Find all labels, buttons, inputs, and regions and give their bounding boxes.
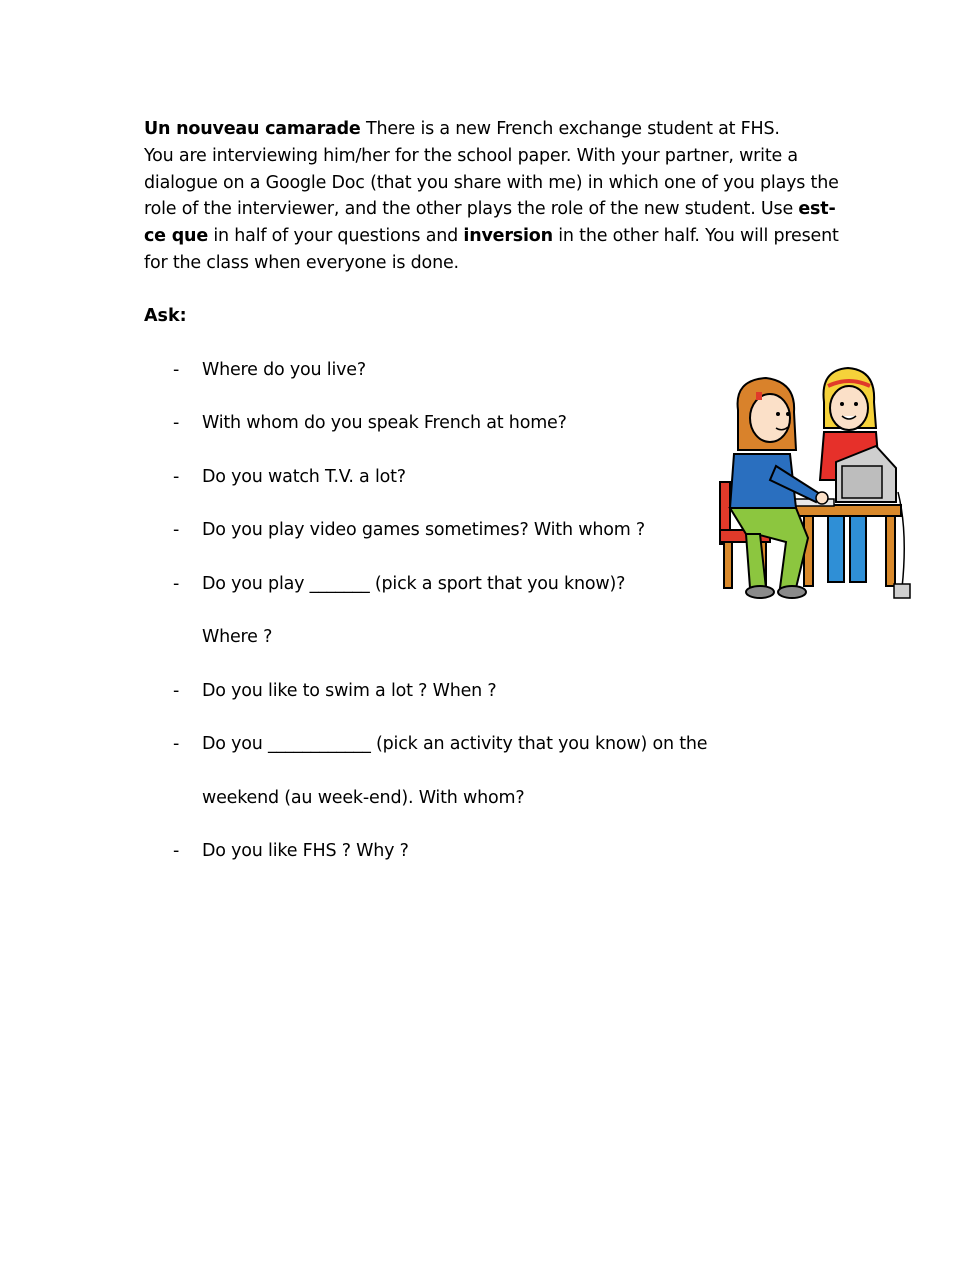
est-ce-que-term: est-ce que: [144, 199, 836, 247]
question-text: Do you ____________ (pick an activity that you know) on the: [202, 734, 708, 754]
list-dash: -: [173, 734, 180, 754]
list-dash: -: [173, 360, 180, 380]
intro-part-1: There is a new French exchange student at FHS.: [360, 119, 780, 139]
intro-part-2: You are interviewing him/her for the school paper. With your partner, write a dialogue on a Google Doc (that you share with me) in which one of you plays the role of the interviewer, and the other plays the role of the new student. Use: [144, 145, 839, 220]
shoe: [778, 586, 806, 598]
question-text: Do you watch T.V. a lot?: [202, 467, 406, 487]
two-girls-at-computer-icon: [716, 362, 912, 606]
intro-part-3: in half of your questions and: [208, 226, 464, 247]
jeans-leg: [850, 516, 866, 582]
question-text: Where do you live?: [202, 360, 366, 380]
shoe: [746, 586, 774, 598]
table-leg: [886, 516, 895, 586]
list-dash: -: [173, 467, 180, 487]
list-dash: -: [173, 841, 180, 861]
list-dash: -: [173, 681, 180, 701]
question-text: weekend (au week-end). With whom?: [202, 788, 525, 808]
illustration-svg: [716, 362, 912, 606]
list-dash: -: [173, 574, 180, 594]
question-text: Do you play video games sometimes? With whom ?: [202, 520, 646, 540]
question-text: Do you like to swim a lot ? When ?: [202, 681, 497, 701]
chair-leg: [724, 542, 732, 588]
jeans-leg: [828, 516, 844, 582]
question-text: Do you play _______ (pick a sport that you know)?: [202, 574, 626, 594]
hand: [816, 492, 828, 504]
list-dash: -: [173, 520, 180, 540]
question-text: Where ?: [202, 627, 273, 647]
plug: [894, 584, 910, 598]
ask-heading: Ask:: [144, 306, 187, 326]
activity-title: Un nouveau camarade: [144, 119, 361, 139]
blonde-face: [830, 386, 868, 430]
inversion-term: inversion: [463, 226, 553, 247]
list-dash: -: [173, 413, 180, 433]
question-text: Do you like FHS ? Why ?: [202, 841, 409, 861]
green-pants: [730, 508, 808, 588]
instructions-text: [144, 116, 844, 277]
instructions-paragraph: [144, 116, 844, 277]
front-face: [750, 394, 790, 442]
intro-part-4: in the other half. You will present for the class when everyone is done.: [144, 226, 839, 273]
question-text: With whom do you speak French at home?: [202, 413, 567, 433]
